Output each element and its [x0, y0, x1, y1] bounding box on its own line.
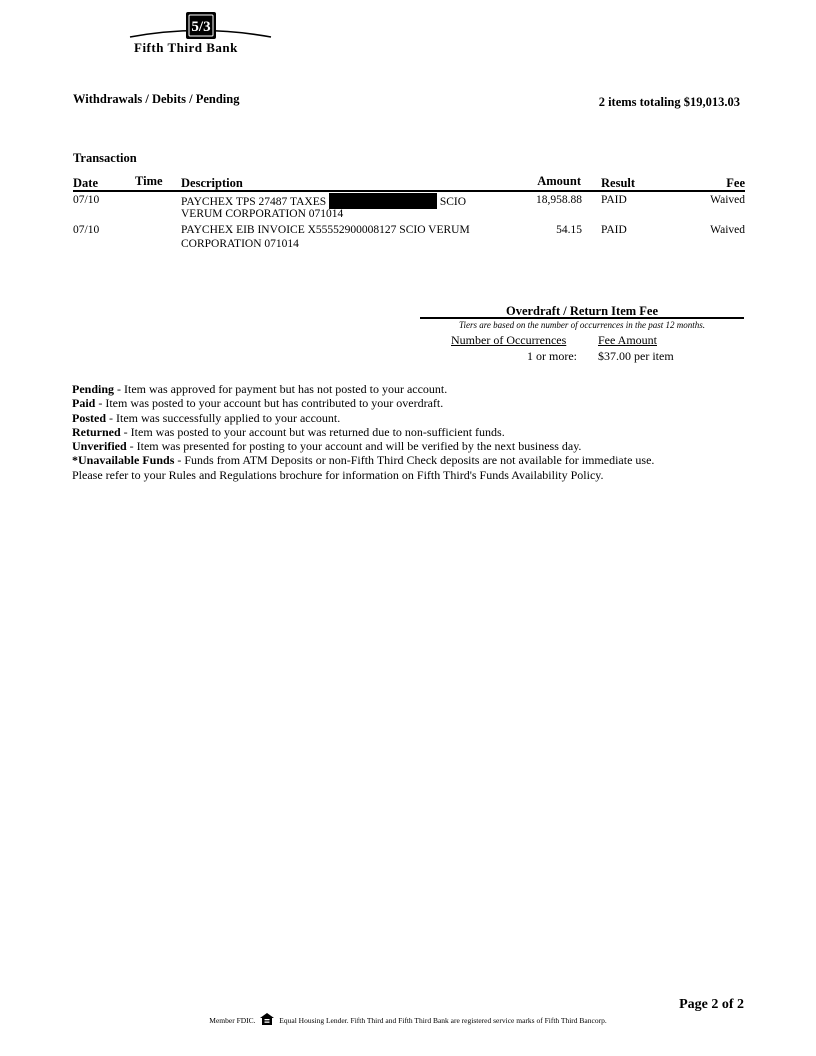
row1-desc-prefix: PAYCHEX TPS 27487 TAXES	[181, 196, 327, 208]
overdraft-title: Overdraft / Return Item Fee	[505, 304, 659, 318]
row1-desc-line2: VERUM CORPORATION 071014	[181, 208, 344, 220]
col-description: Description	[181, 176, 243, 190]
col-time: Time	[135, 174, 163, 188]
overdraft-rule	[420, 317, 744, 319]
footer-lender: Equal Housing Lender. Fifth Third and Fifth Third Bank are registered service marks of Fifth Third Bancorp.	[279, 1016, 607, 1025]
tier-occurrences: 1 or more:	[527, 349, 577, 363]
legend-pending: Pending - Item was approved for payment but has not posted to your account.	[72, 382, 448, 396]
items-summary: 2 items totaling $19,013.03	[598, 95, 740, 109]
occurrences-header: Number of Occurrences	[451, 333, 567, 347]
legend-note: Please refer to your Rules and Regulations brochure for information on Fifth Third's Funds Availability Policy.	[72, 467, 604, 482]
logo-glyph: 5/3	[191, 19, 211, 35]
col-fee: Fee	[726, 176, 745, 190]
equal-housing-icon	[260, 1013, 274, 1025]
row1-amount: 18,958.88	[536, 194, 582, 206]
row2-result: PAID	[601, 224, 627, 236]
tier-fee: $37.00 per item	[598, 349, 674, 363]
row2-desc-line1: PAYCHEX EIB INVOICE X55552900008127 SCIO VERUM	[181, 224, 470, 236]
row2-date: 07/10	[73, 224, 100, 236]
bank-name: Fifth Third Bank	[134, 40, 238, 55]
fee-amount-header: Fee Amount	[598, 333, 657, 347]
status-legend	[72, 382, 772, 482]
row2-fee: Waived	[710, 224, 745, 236]
footer	[0, 1013, 816, 1025]
legend-returned: Returned - Item was posted to your account but was returned due to non-sufficient funds.	[72, 424, 505, 439]
row2-desc-line2: CORPORATION 071014	[181, 238, 299, 250]
legend-posted: Posted - Item was successfully applied to your account.	[72, 410, 341, 425]
page-number: Page 2 of 2	[679, 997, 744, 1012]
legend-unavailable-funds: *Unavailable Funds - Funds from ATM Deposits or non-Fifth Third Check deposits are not available for immediate use.	[72, 453, 655, 468]
col-amount: Amount	[537, 174, 581, 188]
legend-unverified: Unverified - Item was presented for posting to your account and will be verified by the next business day.	[72, 439, 582, 454]
section-title: Withdrawals / Debits / Pending	[73, 92, 240, 106]
row1-desc-suffix: SCIO	[439, 196, 467, 208]
footer-fdic: Member FDIC.	[209, 1016, 256, 1025]
col-result: Result	[601, 176, 636, 190]
col-date: Date	[73, 176, 98, 190]
transaction-heading: Transaction	[73, 151, 137, 165]
header-rule	[73, 190, 745, 192]
row1-result: PAID	[601, 194, 627, 206]
row2-amount: 54.15	[556, 224, 582, 236]
legend-paid: Paid - Item was posted to your account but has contributed to your overdraft.	[72, 396, 444, 411]
redaction-box	[329, 193, 437, 209]
overdraft-note: Tiers are based on the number of occurrences in the past 12 months.	[458, 320, 706, 330]
row1-fee: Waived	[710, 194, 745, 206]
row1-date: 07/10	[73, 194, 100, 206]
